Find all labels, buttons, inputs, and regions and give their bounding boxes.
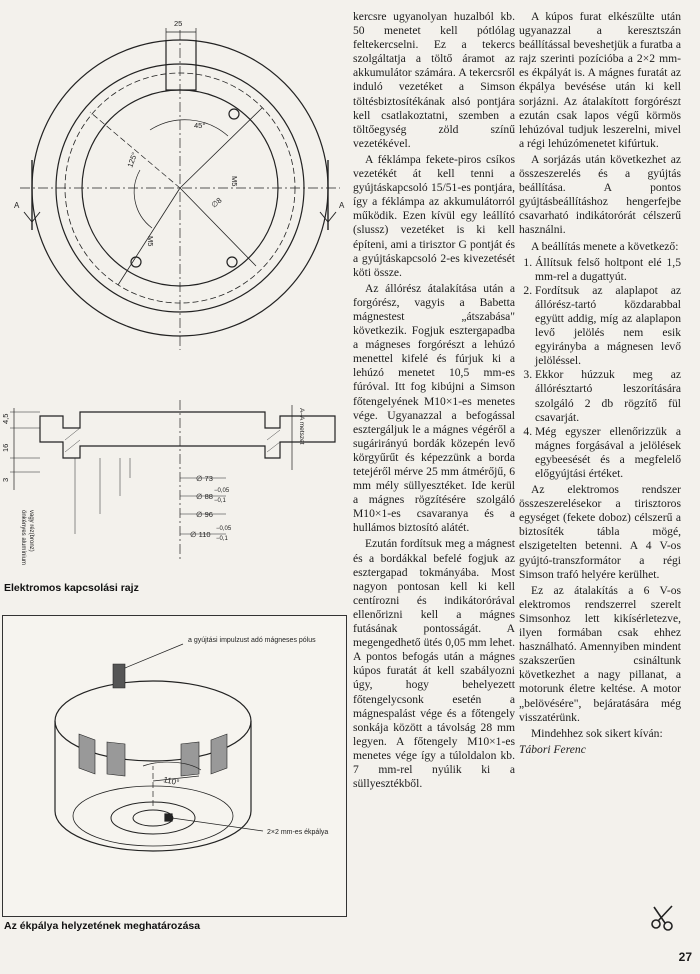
label-dim-45: 4,5 bbox=[1, 413, 10, 424]
label-dia-8: ∅8 bbox=[209, 195, 224, 210]
author-signature: Tábori Ferenc bbox=[519, 742, 586, 756]
procedure-step: 4. Még egyszer ellenőrizzük a mágnes forgásával a jelölések egybeesését és a megfelelő előgyújtási értéket. bbox=[535, 425, 681, 481]
drawing-canvas bbox=[0, 0, 345, 575]
label-d110-tol-top: −0,05 bbox=[216, 526, 232, 532]
label-section-aa: A–A metszet bbox=[298, 408, 305, 445]
column2-paragraph: Ez az átalakítás a 6 V-os elektromos rendszerrel szerelt Simsonhoz lett kikísérletezve, ilyen formában csak ehhez használható. Amennyiben mindent szakszerűen csináltunk következhet a nagy pillanat, a motorunk életre keltése. A motor „belövésére", bejáratására még visszatérünk. bbox=[519, 583, 681, 724]
label-d88: ∅ 88 bbox=[196, 492, 213, 501]
magnetic-pole-marker bbox=[113, 664, 125, 688]
procedure-step: 1. Állítsuk felső holtpont elé 1,5 mm-rel a dugattyút. bbox=[535, 256, 681, 284]
label-keyway: 2×2 mm-es ékpálya bbox=[267, 829, 329, 836]
caption-keyway: Az ékpálya helyzetének meghatározása bbox=[4, 920, 201, 932]
column2-paragraph: A sorjázás után következhet az összeszerelés és a gyújtás beállítása. A pontos gyújtásbeállításhoz hengerfejbe csavarható indikátorórát célszerű használni. bbox=[519, 152, 681, 237]
text-column-2 bbox=[519, 10, 681, 759]
label-dim-16: 16 bbox=[1, 443, 10, 452]
column1-paragraph: A féklámpa fekete-piros csíkos vezetékét át kell tenni a gyújtáskapcsoló 15/51-es pontjára, így a féklámpa az akkumulátorról működik. Ezen kívül egy leállító (slussz) vezetéket is ki kell építeni, ami a tirisztor G pontját és a gyújtáskapcsoló 2-es kivezetését köti össze. bbox=[353, 152, 515, 279]
label-m5-left: M5 bbox=[146, 236, 155, 247]
label-dim-3: 3 bbox=[1, 477, 10, 482]
column2-paragraph: Mindehhez sok sikert kíván: bbox=[531, 726, 663, 740]
label-angle-45: 45° bbox=[194, 121, 206, 130]
label-angle-110: 110° bbox=[162, 775, 181, 788]
text-column-1 bbox=[353, 10, 515, 793]
page-number: 27 bbox=[678, 950, 692, 964]
keyway-drawing bbox=[3, 616, 346, 916]
label-d73: ∅ 73 bbox=[196, 474, 213, 483]
caption-wiring-diagram: Elektromos kapcsolási rajz bbox=[4, 582, 139, 594]
column1-paragraph: Ezután fordítsuk meg a mágnest és a bordákkal befelé fogjuk az esztergapad tokmányába. Most nagyon pontosan kell ki kell centírozni és indikátorórával ellenőrizni kell a mágnes futásának pontosságát. A megengedhető ütés 0,05 mm lehet. A pontos befogás után a mágnes kúpos furatát át kell szabályozni úgy, hogy behelyezett főtengelycsonk esetén a mágnespalást vége és a főtengely sonkája között a távolság 28 mm legyen. A főtengely M10×1-es menetes vége így a túloldalon kb. 7 mm-rel nyúlik ki a süllyesztékből. bbox=[353, 537, 515, 791]
column1-paragraph: kercsre ugyanolyan huzalból kb. 50 menetet kell pótlólag feltekercselni. Ez a tekercs szolgáltatja a töltő áramot az akkumulátor számára. A tekercsről induló vezetéket a Simson töltésbiztosítékának alsó pontjára kell csatlakoztatni, szemben a töltőegység zöld színű vezetékével. bbox=[353, 10, 515, 150]
procedure-step: 3. Ekkor húzzuk meg az állórésztartó leszorítására szolgáló 2 db rögzítő fül csavarját. bbox=[535, 368, 681, 424]
figure-keyway-position bbox=[2, 615, 347, 917]
column2-paragraph: A kúpos furat elkészülte után ugyanazzal a keresztszán beállítással beveshetjük a furatba a rajz szerinti pozícióba a 2×2 mm-es ékpályát is. A mágnes furatát az ékpálya bevésése után ki kell sorjázni. Az átalakított forgórészt ezután csak lapos végű körmös lehúzóval tudjuk leszerelni, mivel a régi lehúzómenetet kifúrtuk. bbox=[519, 10, 681, 150]
label-d88-tol-top: −0,05 bbox=[214, 488, 230, 494]
label-d110: ∅ 110 bbox=[190, 530, 211, 539]
label-d96: ∅ 96 bbox=[196, 510, 213, 519]
column1-paragraph: Az állórész átalakítása után a forgórész, vagyis a Babetta mágnestest „átszabása" következik. Fogjuk esztergapadba a mágneses forgórészt a lehúzó menettel kifelé és fúrjuk ki a lehúzó menetet 10,5 mm-es fúróval. Itt fog kibújni a Simson főtengelyének M10×1-es menetes vége. Ugyanazzal a befogással esztergáljuk le a mágnes végéről a sugárirányú bordák közepén levő körgyűrűt és képezzünk a borda tetejéről mérve 25 mm átmérőjű, 6 mm mély süllyesztéket. Ide kerül a mágnes rögzítésére szolgáló M10×1-es csavaranya és a hullámos biztosító alátét. bbox=[353, 281, 515, 535]
column2-paragraph: A beállítás menete a következő: bbox=[531, 239, 679, 253]
label-m5-right: M5 bbox=[230, 176, 239, 187]
label-d88-tol-bot: −0,1 bbox=[214, 498, 226, 504]
technical-drawing-stator-plate bbox=[0, 0, 345, 575]
label-dim-25: 25 bbox=[174, 19, 183, 28]
column2-paragraph: Az elektromos rendszer összeszerelésekor a tirisztoros egységet (fekete doboz) célszerű a biztosíték tábla mögé, elszigetelten betenni. A 4 V-os gyújtó-transzformátor a régi Simson trafó helyére kerülhet. bbox=[519, 483, 681, 581]
side-note-2: vagy réz(bronz) bbox=[28, 510, 34, 552]
label-magnetic-pole: a gyújtási impulzust adó mágneses pólus bbox=[188, 637, 316, 644]
label-d110-tol-bot: −0,1 bbox=[216, 536, 228, 542]
section-profile bbox=[40, 412, 335, 458]
label-section-a-left: A bbox=[14, 201, 20, 210]
scissors-icon bbox=[648, 902, 678, 932]
label-angle-125: 125° bbox=[125, 151, 140, 169]
procedure-step: 2. Fordítsuk az alaplapot az állórész-tartó közdarabbal együtt addig, míg az alaplapon levő jelölés nem esik egyirányba a mágnesen levő jelöléssel. bbox=[535, 284, 681, 369]
label-section-a-right: A bbox=[339, 201, 345, 210]
procedure-steps bbox=[519, 256, 681, 482]
side-note-1: önkényes alumínium bbox=[20, 510, 26, 566]
